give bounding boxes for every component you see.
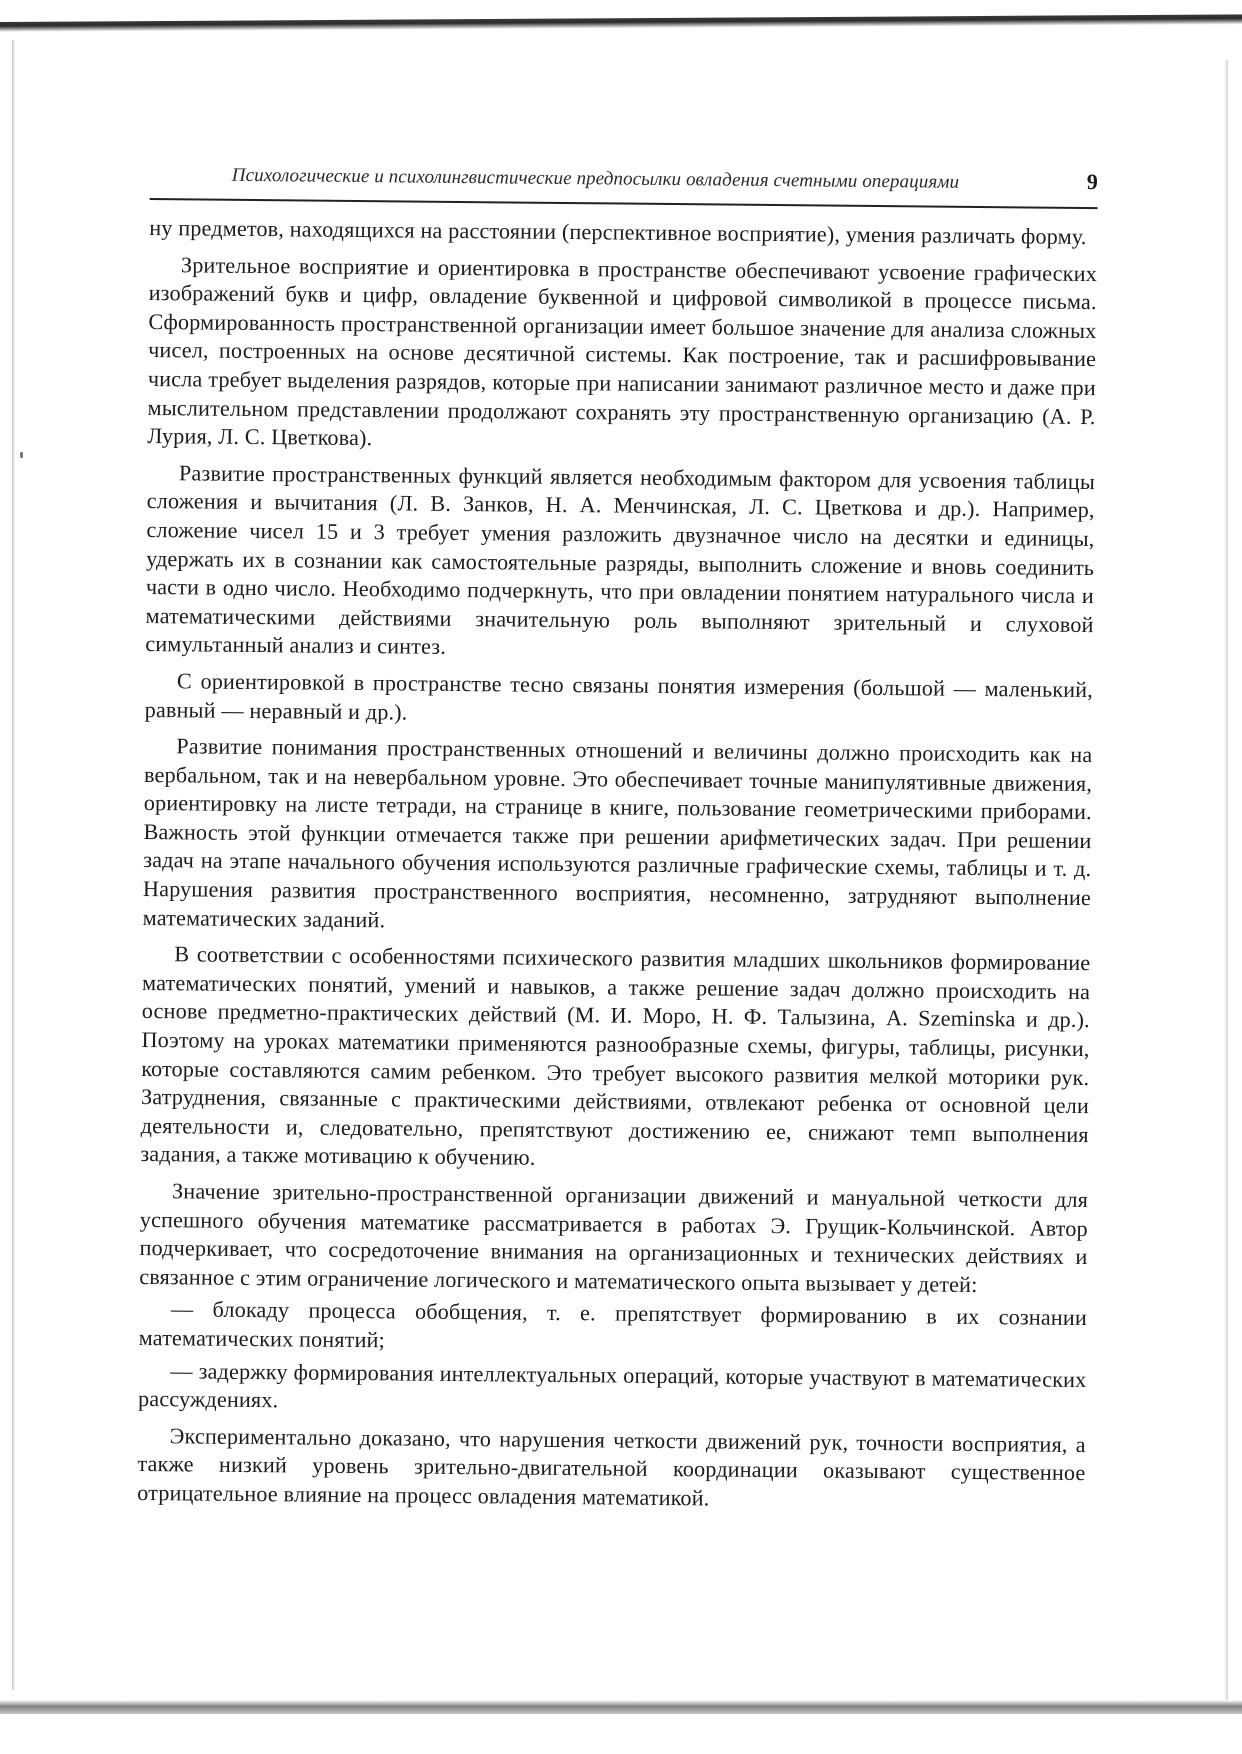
book-page — [137, 160, 1098, 1525]
running-header — [150, 160, 1098, 209]
paragraph-practical-actions: В соответствии с особенностями психического развития младших школьников формирование математических понятий, умений и навыков, а также решение задач должно происходить на основе предметно-практических действий (М. И. Моро, Н. Ф. Талызина, A. Szeminska и др.). Поэтому на уроках математики применяются разнообразные схемы, фигуры, таблицы, рисунки, которые составляются самим ребенком. Это требует высокого развития мелкой моторики рук. Затруднения, связанные с практическими действиями, отвлекают ребенка от основной цели деятельности и, следовательно, препятствуют достижению ее, снижают темп выполнения задания, а также мотивацию к обучению. — [140, 941, 1091, 1171]
paragraph-measurement-concepts: С ориентировкой в пространстве тесно связаны понятия измерения (большой — маленький, равный — неравный и др.). — [144, 668, 1094, 724]
paragraph-visual-perception: Зрительное восприятие и ориентировка в пространстве обеспечивают усвоение графических изображений букв и цифр, овладение буквенной и цифровой символикой в процессе письма. Сформированность пространственной организации имеет большое значение для анализа сложных чисел, построенных на основе десятичной системы. Как построение, так и расшифровывание числа требует выделения разрядов, которые при написании занимают различное место и даже при мыслительном представлении продолжают сохранять эту пространственную организацию (А. Р. Лурия, Л. С. Цветкова). — [147, 251, 1098, 451]
page-number: 9 — [1086, 168, 1098, 195]
paragraph-continuation: ну предметов, находящихся на расстоянии (перспективное восприятие), умения различать форму. — [149, 214, 1087, 249]
scan-right-edge-shadow — [1224, 60, 1228, 1700]
paragraph-spatial-functions: Развитие пространственных функций является необходимым фактором для усвоения таблицы сложения и вычитания (Л. В. Занков, Н. А. Менчинская, Л. С. Цветкова и др.). Например, сложение чисел 15 и 3 требует умения разложить двузначное число на десятки и единицы, удержать их в сознании как самостоятельные разряды, выполнить сложение и вновь соединить части в одно число. Необходимо подчеркнуть, что при овладении понятием натурального числа и математическими действиями значительную роль выполняют зрительный и слуховой симультанный анализ и синтез. — [145, 460, 1096, 660]
list-item-intellectual-delay: — задержку формирования интеллектуальных операций, которые участвуют в математических рассуждениях. — [137, 1357, 1087, 1413]
scan-bottom-edge-shadow — [0, 1700, 1242, 1714]
stray-scan-mark — [20, 452, 23, 458]
scan-top-edge-shadow — [0, 14, 1242, 32]
paragraph-experimental-proof: Экспериментально доказано, что нарушения четкости движений рук, точности восприятия, а также низкий уровень зрительно-двигательной координации оказывают существенное отрицательное влияние на процесс овладения математикой. — [137, 1422, 1086, 1511]
scan-left-edge-shadow — [12, 40, 15, 1690]
running-header-title: Психологические и психолингвистические предпосылки овладения счетными операциями — [231, 164, 960, 193]
paragraph-manual-precision: Значение зрительно-пространственной организации движений и мануальной четкости для успешного обучения математике рассматривается в работах Э. Грущик-Кольчинской. Автор подчеркивает, что сосредоточение внимания на организационных и технических действиях и связанное с этим ограничение логического и математического опыта вызывает у детей: — [139, 1178, 1089, 1297]
paragraph-spatial-relations: Развитие понимания пространственных отношений и величины должно происходить как на вербальном, так и на невербальном уровне. Это обеспечивает точные манипулятивные движения, ориентировку на листе тетради, на странице в книге, пользование геометрическими приборами. Важность этой функции отмечается также при решении арифметических задач. При решении задач на этапе начального обучения используются различные графические схемы, таблицы и т. д. Нарушения развития пространственного восприятия, несомненно, затрудняют выполнение математических заданий. — [142, 733, 1093, 932]
list-item-generalization-block: — блокаду процесса обобщения, т. е. препятствует формированию в их сознании математических понятий; — [138, 1296, 1088, 1353]
